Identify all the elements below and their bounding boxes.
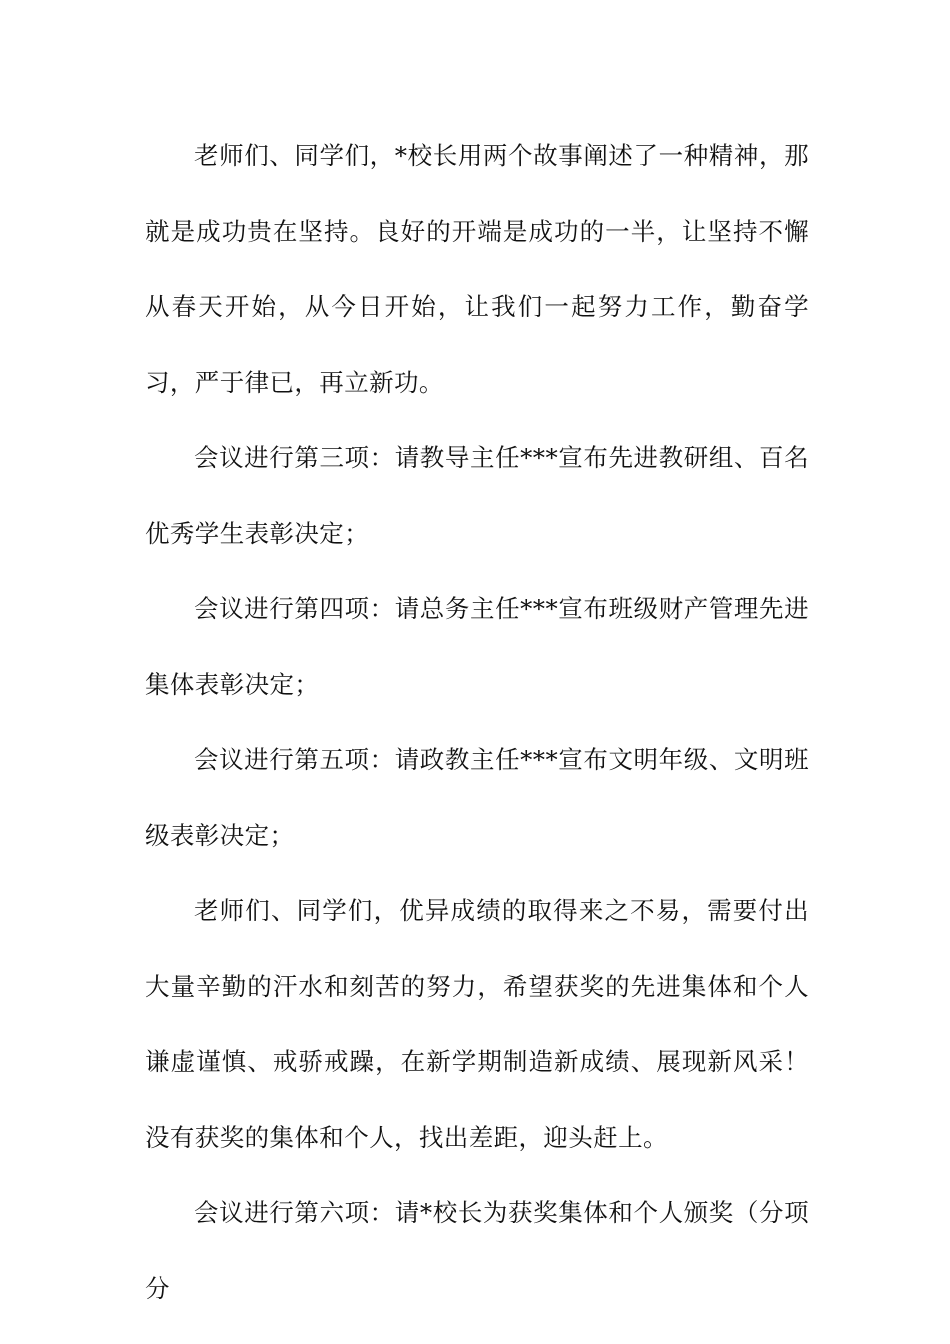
document-body [145, 118, 809, 1326]
paragraph-agenda-item-4: 会议进行第四项：请总务主任***宣布班级财产管理先进集体表彰决定； [145, 594, 809, 699]
paragraph-encouragement: 老师们、同学们，优异成绩的取得来之不易，需要付出大量辛勤的汗水和刻苦的努力，希望获奖的先进集体和个人谦虚谨慎、戒骄戒躁，在新学期制造新成绩、展现新风采！没有获奖的集体和个人，找出差距，迎头赶上。 [145, 896, 809, 1152]
paragraph-principal-speech-summary: 老师们、同学们，*校长用两个故事阐述了一种精神，那就是成功贵在坚持。良好的开端是成功的一半，让坚持不懈从春天开始，从今日开始，让我们一起努力工作，勤奋学习，严于律已，再立新功。 [145, 141, 809, 397]
paragraph-agenda-item-3: 会议进行第三项：请教导主任***宣布先进教研组、百名优秀学生表彰决定； [145, 443, 809, 548]
paragraph-agenda-item-6: 会议进行第六项：请*校长为获奖集体和个人颁奖（分项分 [145, 1198, 809, 1303]
paragraph-agenda-item-5: 会议进行第五项：请政教主任***宣布文明年级、文明班级表彰决定； [145, 745, 809, 850]
